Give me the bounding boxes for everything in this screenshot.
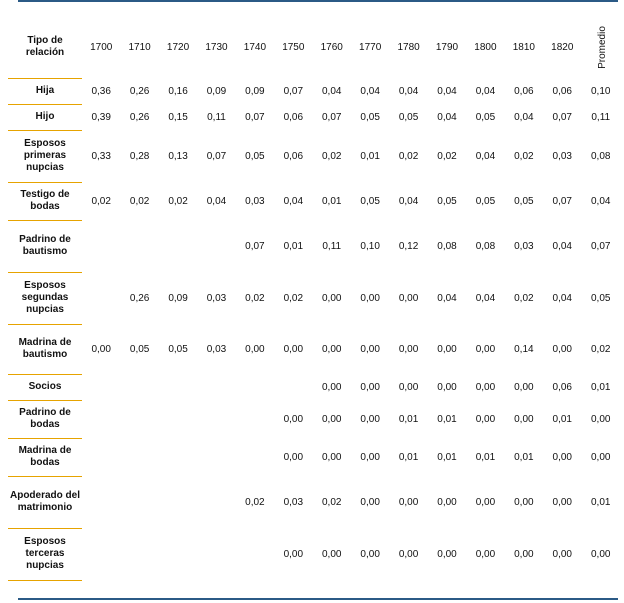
table-row	[8, 272, 620, 324]
table-cell: 0,01	[283, 240, 304, 252]
table-cell: 0,00	[360, 451, 380, 463]
table-cell: 0,04	[206, 195, 227, 207]
table-cell: 0,00	[552, 451, 572, 463]
table-cell: 0,06	[283, 150, 304, 162]
relation-table	[8, 16, 620, 581]
table-cell: 0,02	[514, 292, 534, 304]
table-cell: 0,02	[398, 150, 419, 162]
table-cell	[82, 528, 120, 580]
year-header: 1700	[90, 41, 113, 53]
table-cell	[120, 476, 158, 528]
table-cell: 0,07	[245, 111, 265, 123]
table-cell: 0,08	[475, 240, 496, 252]
table-cell	[120, 438, 158, 476]
year-header: 1810	[512, 41, 535, 53]
header-row	[8, 16, 620, 78]
table-cell: 0,14	[514, 343, 534, 355]
table-cell	[159, 476, 197, 528]
average-header	[581, 16, 620, 78]
table-cell: 0,00	[283, 413, 304, 425]
table-cell: 0,16	[168, 85, 188, 97]
table-cell: 0,02	[168, 195, 188, 207]
year-header: 1750	[282, 41, 305, 53]
row-label: Apoderado del matrimonio	[8, 476, 82, 528]
table-cell: 0,00	[398, 496, 419, 508]
row-label: Esposos segundas nupcias	[8, 272, 82, 324]
row-label: Madrina de bodas	[8, 438, 82, 476]
table-cell: 0,04	[437, 292, 457, 304]
table-cell: 0,07	[591, 240, 611, 252]
table-cell: 0,11	[207, 111, 226, 123]
table-cell: 0,03	[514, 240, 534, 252]
table-cell: 0,05	[245, 150, 265, 162]
table-cell: 0,00	[552, 343, 572, 355]
year-header: 1720	[166, 41, 190, 53]
table-cell	[197, 220, 235, 272]
table-cell: 0,01	[475, 451, 496, 463]
table-cell: 0,00	[514, 548, 534, 560]
table-cell: 0,00	[552, 496, 572, 508]
top-rule	[18, 0, 618, 2]
table-cell	[159, 400, 197, 438]
table-cell: 0,00	[91, 343, 111, 355]
table-cell: 0,00	[322, 451, 342, 463]
table-cell: 0,04	[398, 85, 419, 97]
table-cell: 0,00	[475, 496, 496, 508]
table-row	[8, 476, 620, 528]
table-cell: 0,02	[322, 496, 342, 508]
year-header: 1820	[551, 41, 574, 53]
table-cell: 0,05	[475, 111, 496, 123]
table-cell: 0,28	[129, 150, 150, 162]
year-header: 1730	[205, 41, 228, 53]
table-cell	[159, 528, 197, 580]
table-cell: 0,01	[437, 413, 457, 425]
year-header: 1800	[474, 41, 497, 53]
table-cell: 0,01	[437, 451, 457, 463]
table-cell: 0,10	[360, 240, 380, 252]
table-cell	[236, 400, 274, 438]
table-cell: 0,36	[91, 85, 111, 97]
table-cell: 0,04	[437, 85, 457, 97]
header-label: Tipo de relación	[8, 16, 82, 78]
table-cell: 0,00	[514, 381, 534, 393]
table-cell: 0,26	[129, 292, 150, 304]
table-cell: 0,00	[591, 451, 611, 463]
table-cell: 0,05	[129, 343, 150, 355]
table-row	[8, 438, 620, 476]
table-cell: 0,01	[322, 195, 342, 207]
year-header: 1780	[397, 41, 420, 53]
table-cell: 0,26	[129, 111, 150, 123]
table-cell	[82, 272, 120, 324]
table-cell: 0,00	[398, 292, 419, 304]
table-cell: 0,00	[475, 413, 496, 425]
table-cell: 0,00	[360, 496, 380, 508]
table-cell: 0,00	[475, 548, 496, 560]
table-cell: 0,03	[245, 195, 265, 207]
table-cell	[82, 220, 120, 272]
table-cell: 0,05	[591, 292, 611, 304]
table-cell: 0,07	[245, 240, 265, 252]
year-header: 1710	[128, 41, 151, 53]
table-cell: 0,12	[398, 240, 419, 252]
year-header: 1770	[359, 41, 382, 53]
table-cell: 0,06	[514, 85, 534, 97]
table-cell: 0,07	[552, 195, 572, 207]
table-cell: 0,00	[360, 381, 380, 393]
table-cell: 0,00	[514, 413, 534, 425]
table-cell: 0,02	[91, 195, 111, 207]
table-row	[8, 130, 620, 182]
table-cell: 0,03	[283, 496, 304, 508]
table-row	[8, 182, 620, 220]
table-cell: 0,02	[129, 195, 150, 207]
table-cell: 0,07	[283, 85, 304, 97]
table-cell: 0,04	[591, 195, 611, 207]
row-label: Socios	[8, 374, 82, 400]
table-row	[8, 104, 620, 130]
table-cell: 0,01	[591, 496, 611, 508]
row-label: Esposos terceras nupcias	[8, 528, 82, 580]
row-label: Madrina de bautismo	[8, 324, 82, 374]
table-cell: 0,01	[360, 150, 380, 162]
table-cell	[197, 400, 235, 438]
table-cell: 0,00	[322, 413, 342, 425]
table-cell: 0,09	[245, 85, 265, 97]
row-label: Testigo de bodas	[8, 182, 82, 220]
table-cell: 0,00	[591, 413, 611, 425]
table-cell	[120, 400, 158, 438]
table-cell	[236, 438, 274, 476]
table-cell: 0,05	[437, 195, 457, 207]
table-cell	[236, 374, 274, 400]
table-cell: 0,09	[206, 85, 227, 97]
table-cell: 0,00	[437, 343, 457, 355]
table-cell	[159, 220, 197, 272]
table-cell: 0,02	[283, 292, 304, 304]
table-cell: 0,00	[322, 292, 342, 304]
table-cell: 0,04	[437, 111, 457, 123]
table-cell: 0,03	[552, 150, 572, 162]
table-cell: 0,11	[322, 240, 342, 252]
table-cell: 0,00	[245, 343, 265, 355]
table-cell: 0,02	[245, 292, 265, 304]
table-cell: 0,10	[591, 85, 611, 97]
row-label: Esposos primeras nupcias	[8, 130, 82, 182]
row-label: Padrino de bautismo	[8, 220, 82, 272]
table-cell: 0,04	[360, 85, 380, 97]
year-header: 1790	[435, 41, 459, 53]
table-cell: 0,04	[475, 292, 496, 304]
table-cell: 0,01	[514, 451, 534, 463]
table-cell: 0,00	[322, 343, 342, 355]
table-cell: 0,01	[591, 381, 611, 393]
table-cell: 0,05	[360, 195, 380, 207]
table-cell: 0,05	[398, 111, 419, 123]
row-label: Hijo	[8, 104, 82, 130]
table-cell	[197, 476, 235, 528]
table-cell	[274, 374, 312, 400]
table-cell: 0,03	[206, 343, 227, 355]
table-cell: 0,04	[283, 195, 304, 207]
table-cell	[82, 438, 120, 476]
table-cell: 0,26	[129, 85, 150, 97]
table-cell: 0,00	[591, 548, 611, 560]
table-cell: 0,05	[360, 111, 380, 123]
table-cell: 0,04	[514, 111, 534, 123]
row-label: Hija	[8, 78, 82, 104]
table-cell: 0,11	[591, 111, 611, 123]
table-cell: 0,00	[283, 451, 304, 463]
table-cell: 0,00	[360, 343, 380, 355]
table-cell: 0,00	[552, 548, 572, 560]
table-cell: 0,02	[437, 150, 457, 162]
table-cell: 0,08	[591, 150, 611, 162]
table-row	[8, 78, 620, 104]
table-cell	[120, 374, 158, 400]
table-cell: 0,00	[475, 381, 496, 393]
table-cell	[197, 528, 235, 580]
table-cell	[197, 374, 235, 400]
table-cell	[82, 476, 120, 528]
table-cell	[120, 220, 158, 272]
table-cell: 0,00	[398, 548, 419, 560]
table-cell: 0,03	[206, 292, 227, 304]
table-cell: 0,06	[283, 111, 304, 123]
table-cell: 0,00	[283, 343, 304, 355]
average-header-label: Promedio	[597, 25, 609, 69]
table-cell: 0,02	[514, 150, 534, 162]
table-cell: 0,00	[398, 343, 419, 355]
table-cell	[197, 438, 235, 476]
table-cell	[82, 374, 120, 400]
table-cell: 0,00	[437, 496, 457, 508]
table-cell: 0,05	[475, 195, 496, 207]
table-cell: 0,02	[591, 343, 611, 355]
table-cell: 0,01	[398, 413, 419, 425]
table-cell: 0,00	[437, 548, 457, 560]
bottom-rule	[18, 598, 618, 600]
table-cell: 0,01	[552, 413, 572, 425]
table-cell: 0,09	[168, 292, 188, 304]
table-cell: 0,00	[360, 548, 380, 560]
table-cell: 0,05	[514, 195, 534, 207]
table-cell: 0,00	[475, 343, 496, 355]
table-cell: 0,00	[360, 292, 380, 304]
row-label: Padrino de bodas	[8, 400, 82, 438]
table-cell	[236, 528, 274, 580]
table-cell: 0,33	[91, 150, 111, 162]
table-cell: 0,06	[552, 381, 572, 393]
table-cell: 0,01	[398, 451, 419, 463]
table-cell: 0,15	[168, 111, 188, 123]
table-row	[8, 400, 620, 438]
table-cell: 0,04	[398, 195, 419, 207]
table-cell: 0,00	[514, 496, 534, 508]
table-cell: 0,07	[322, 111, 342, 123]
table-row	[8, 220, 620, 272]
table-cell: 0,00	[322, 381, 342, 393]
table-cell: 0,00	[360, 413, 380, 425]
table-cell: 0,04	[322, 85, 342, 97]
table-row	[8, 374, 620, 400]
table-cell: 0,02	[322, 150, 342, 162]
table-cell: 0,02	[245, 496, 265, 508]
table-cell: 0,00	[322, 548, 342, 560]
table-cell	[120, 528, 158, 580]
table-cell: 0,05	[168, 343, 188, 355]
table-cell: 0,04	[475, 150, 496, 162]
table-cell: 0,00	[437, 381, 457, 393]
table-cell: 0,07	[552, 111, 572, 123]
table-cell: 0,00	[398, 381, 419, 393]
table-row	[8, 528, 620, 580]
table-cell: 0,07	[206, 150, 227, 162]
table-cell: 0,39	[91, 111, 111, 123]
table-cell: 0,04	[552, 240, 572, 252]
table-body	[8, 78, 620, 580]
year-header: 1760	[320, 41, 343, 53]
table-cell: 0,13	[168, 150, 188, 162]
year-header: 1740	[243, 41, 267, 53]
table-cell: 0,04	[552, 292, 572, 304]
table-cell	[82, 400, 120, 438]
table-cell: 0,08	[437, 240, 457, 252]
table-row	[8, 324, 620, 374]
table-cell: 0,00	[283, 548, 304, 560]
table-cell: 0,06	[552, 85, 572, 97]
table-cell: 0,04	[475, 85, 496, 97]
table-cell	[159, 374, 197, 400]
table-cell	[159, 438, 197, 476]
